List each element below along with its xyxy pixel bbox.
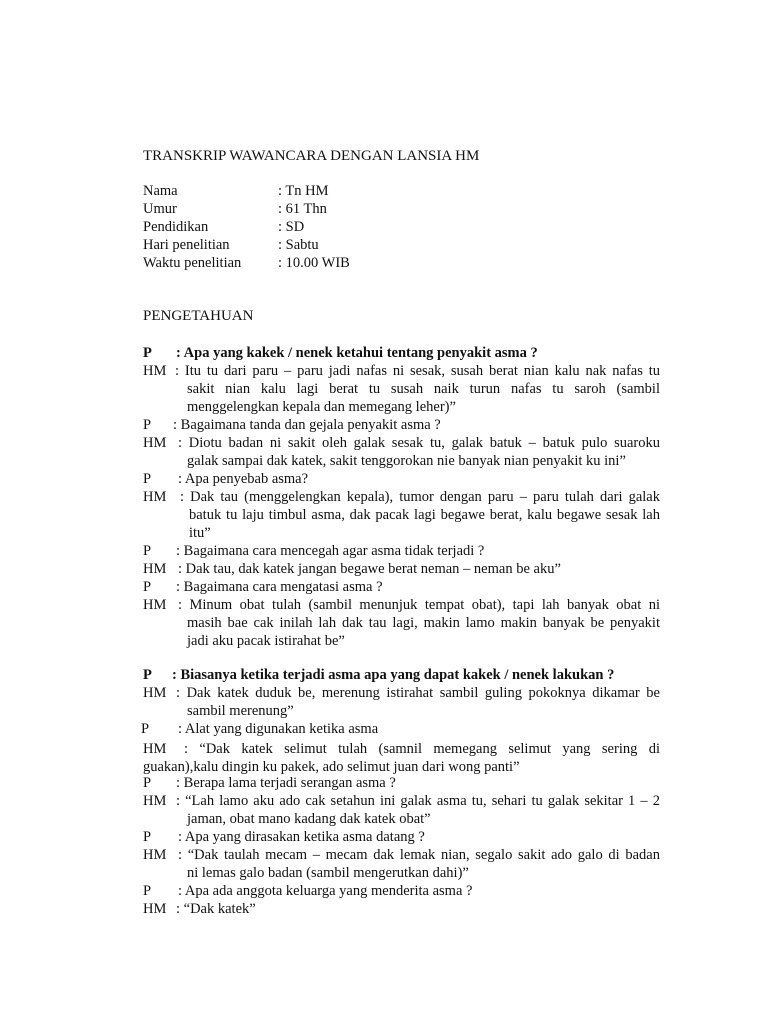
answer-block [184, 740, 660, 758]
answer-block [178, 434, 660, 470]
speaker-p: P [143, 543, 152, 559]
speaker-hm: HM [143, 793, 167, 809]
speaker-hm: HM [143, 561, 167, 577]
speaker-p: P [143, 829, 152, 845]
speaker-hm: HM [143, 901, 167, 917]
answer-block [178, 596, 660, 650]
answer-line: jadi aku pacak istirahat be” [187, 633, 345, 649]
answer-block [180, 488, 660, 542]
question-text: : Bagaimana cara mencegah agar asma tidak terjadi ? [176, 543, 485, 559]
answer-line: itu” [189, 525, 211, 541]
answer-line: : Dak katek duduk be, merenung istirahat sambil guling pokoknya dikamar be [176, 685, 660, 701]
answer-line: sambil merenung” [187, 703, 294, 719]
document-title: TRANSKRIP WAWANCARA DENGAN LANSIA HM [143, 148, 480, 164]
identity-label: Hari penelitian [143, 237, 230, 253]
identity-label: Nama [143, 183, 178, 199]
answer-line: jaman, obat mano kadang dak katek obat” [187, 811, 431, 827]
answer-line: : Itu tu dari paru – paru jadi nafas ni sesak, susah berat nian kalu nak nafas tu [175, 363, 660, 379]
identity-value: : 61 Thn [278, 201, 327, 217]
speaker-p: P [143, 579, 152, 595]
answer-line: guakan),kalu dingin ku pakek, ado selimut juan dari wong panti” [143, 759, 520, 775]
answer-line: : “Dak taulah mecam – mecam dak lemak nian, segalo sakit ado galo di badan [178, 847, 660, 863]
identity-label: Pendidikan [143, 219, 209, 235]
answer-line: : “Lah lamo aku ado cak setahun ini galak asma tu, sehari tu galak sekitar 1 – 2 [176, 793, 660, 809]
speaker-p: P [143, 883, 152, 899]
speaker-p: P [143, 345, 152, 361]
question-text: : Apa ada anggota keluarga yang menderita asma ? [178, 883, 473, 899]
question-text: : Apa yang dirasakan ketika asma datang ? [178, 829, 425, 845]
question-text: : Apa penyebab asma? [178, 471, 309, 487]
identity-row-umur [143, 200, 327, 218]
identity-row-pendidikan [143, 218, 304, 236]
answer-block [176, 792, 660, 828]
answer-line: : “Dak katek” [176, 901, 256, 917]
speaker-p: P [143, 471, 152, 487]
speaker-hm: HM [143, 435, 167, 451]
speaker-p: P [143, 667, 152, 683]
question-text: : Apa yang kakek / nenek ketahui tentang penyakit asma ? [176, 345, 538, 361]
identity-value: : 10.00 WIB [278, 255, 350, 271]
speaker-hm: HM [143, 847, 167, 863]
answer-line: : Dak tau, dak katek jangan begawe berat neman – neman be aku” [178, 561, 561, 577]
answer-line: : “Dak katek selimut tulah (samnil memegang selimut yang sering di [184, 741, 660, 757]
answer-block [178, 846, 660, 882]
identity-value: : SD [278, 219, 305, 235]
question-text: : Alat yang digunakan ketika asma [178, 721, 379, 737]
answer-line: ni lemas galo badan (sambil mengerutkan dahi)” [187, 865, 469, 881]
question-text: : Bagaimana tanda dan gejala penyakit asma ? [173, 417, 441, 433]
identity-row-hari [143, 236, 319, 254]
question-text: : Berapa lama terjadi serangan asma ? [176, 775, 396, 791]
identity-row-waktu [143, 254, 350, 272]
answer-line: menggelengkan kepala dan memegang leher)” [187, 399, 456, 415]
answer-line: batuk tu laju timbul asma, dak pacak lagi begawe berat, kalu begawe sesak lah [189, 507, 660, 523]
question-text: : Bagaimana cara mengatasi asma ? [176, 579, 383, 595]
speaker-hm: HM [143, 741, 167, 757]
answer-block [176, 684, 660, 720]
answer-line: galak sampai dak katek, sakit tenggorokan nie banyak nian penyakit ku ini” [187, 453, 626, 469]
answer-line: masih bae cak inilah lah dak tau lagi, makin lamo makin banyak be penyakit [187, 615, 660, 631]
identity-row-nama [143, 182, 329, 200]
speaker-hm: HM [143, 685, 167, 701]
speaker-p: P [141, 721, 150, 737]
section-heading: PENGETAHUAN [143, 308, 254, 324]
answer-line: : Minum obat tulah (sambil menunjuk tempat obat), tapi lah banyak obat ni [178, 597, 660, 613]
identity-value: : Tn HM [278, 183, 329, 199]
identity-label: Waktu penelitian [143, 255, 242, 271]
speaker-p: P [143, 775, 152, 791]
speaker-hm: HM [143, 489, 167, 505]
answer-line: sakit nian kalu lagi berat tu susah naik turun nafas tu saroh (sambil [187, 381, 660, 397]
answer-block [175, 362, 660, 416]
question-text: : Biasanya ketika terjadi asma apa yang dapat kakek / nenek lakukan ? [172, 667, 615, 683]
speaker-hm: HM [143, 597, 167, 613]
identity-value: : Sabtu [278, 237, 319, 253]
speaker-p: P [143, 417, 152, 433]
speaker-hm: HM [143, 363, 167, 379]
identity-label: Umur [143, 201, 177, 217]
answer-line: : Diotu badan ni sakit oleh galak sesak tu, galak batuk – batuk pulo suaroku [178, 435, 660, 451]
answer-line: : Dak tau (menggelengkan kepala), tumor dengan paru – paru tulah dari galak [180, 489, 660, 505]
